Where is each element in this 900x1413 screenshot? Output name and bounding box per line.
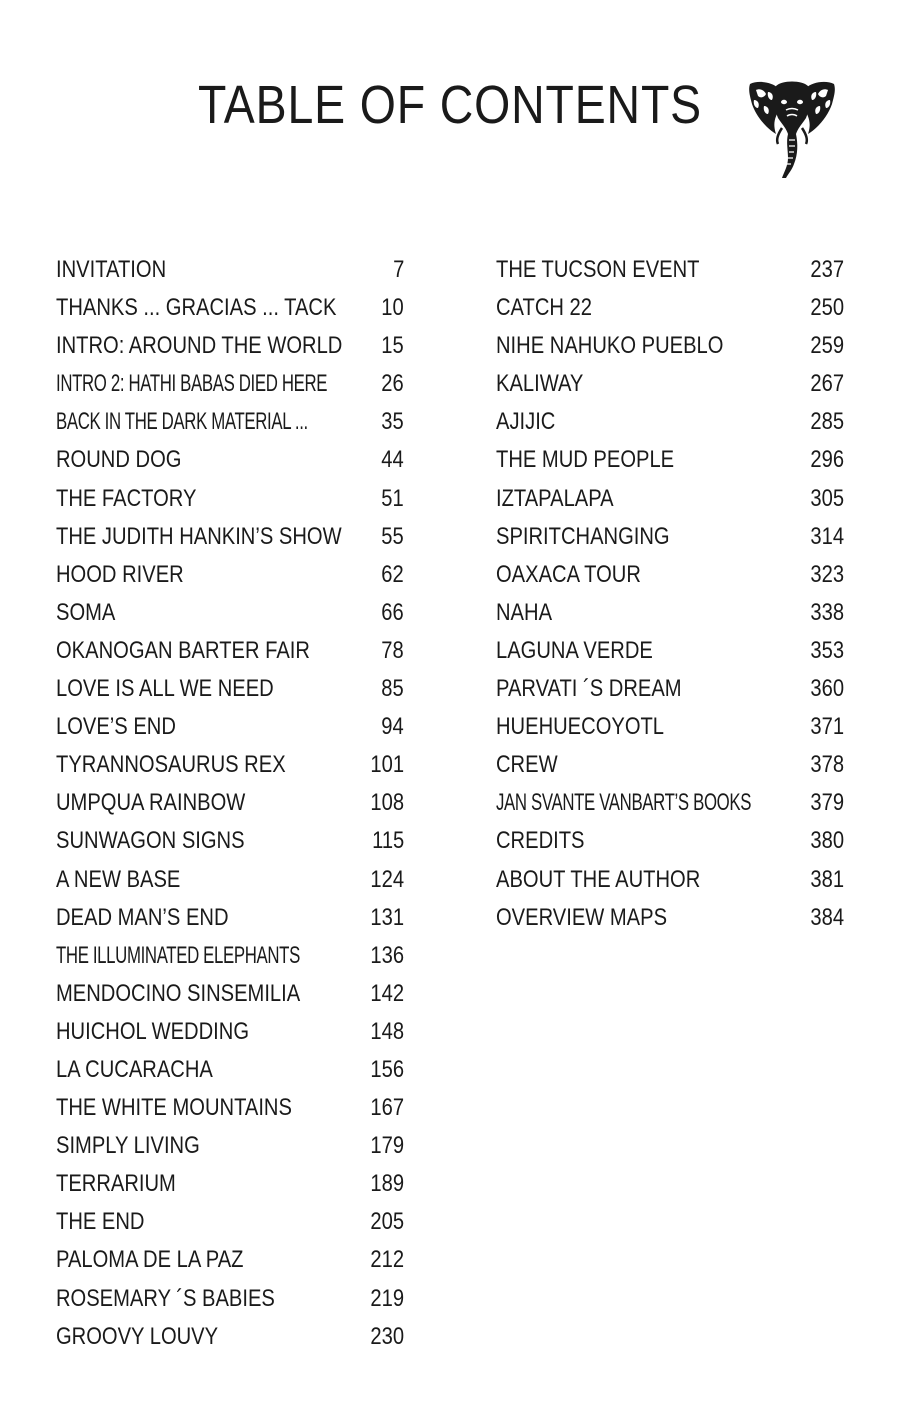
toc-entry-title: GROOVY LOUVY	[56, 1322, 219, 1350]
toc-entry-page-number: 131	[370, 903, 404, 931]
toc-entry	[496, 251, 844, 289]
toc-entry	[56, 556, 404, 594]
toc-entry	[56, 327, 404, 365]
toc-entry-page-number: 124	[370, 865, 404, 893]
toc-entry-page-number: 15	[381, 332, 404, 360]
toc-entry-page-number: 78	[381, 636, 404, 664]
toc-entry	[56, 784, 404, 822]
toc-entry	[496, 518, 844, 556]
toc-entry-page-number: 167	[370, 1094, 404, 1122]
toc-entry-page-number: 136	[370, 941, 404, 969]
toc-entry-page-number: 115	[371, 827, 404, 855]
toc-entry	[56, 594, 404, 632]
toc-entry-page-number: 101	[370, 751, 404, 779]
toc-entry-page-number: 212	[370, 1246, 404, 1274]
toc-entry	[56, 670, 404, 708]
toc-entry-title: ROUND DOG	[56, 446, 182, 474]
toc-entry-page-number: 305	[810, 484, 844, 512]
toc-entry-page-number: 381	[810, 865, 844, 893]
toc-entry-page-number: 230	[370, 1322, 404, 1350]
toc-entry-title: SUNWAGON SIGNS	[56, 827, 245, 855]
toc-entry-page-number: 55	[381, 522, 404, 550]
toc-entry	[496, 403, 844, 441]
toc-entry-title: OKANOGAN BARTER FAIR	[56, 636, 310, 664]
toc-right-column	[496, 251, 844, 937]
toc-entry-title: LOVE IS ALL WE NEED	[56, 675, 274, 703]
toc-entry	[496, 746, 844, 784]
toc-entry-page-number: 267	[810, 370, 844, 398]
toc-entry-page-number: 285	[810, 408, 844, 436]
toc-entry-page-number: 237	[810, 256, 844, 283]
toc-entry	[56, 937, 404, 975]
toc-entry	[56, 1203, 404, 1241]
toc-entry-title: SPIRITCHANGING	[496, 522, 670, 550]
toc-entry-page-number: 378	[810, 751, 844, 779]
toc-entry	[56, 1051, 404, 1089]
toc-entry	[496, 899, 844, 937]
toc-entry-page-number: 51	[381, 484, 404, 512]
toc-entry	[496, 441, 844, 479]
toc-entry	[496, 365, 844, 403]
toc-entry	[56, 861, 404, 899]
toc-entry	[496, 822, 844, 860]
toc-entry	[56, 518, 404, 556]
toc-entry-page-number: 26	[381, 370, 404, 398]
toc-entry	[56, 1013, 404, 1051]
toc-entry-page-number: 142	[370, 979, 404, 1007]
toc-entry-page-number: 323	[810, 560, 844, 588]
toc-entry-title: HUICHOL WEDDING	[56, 1017, 250, 1045]
toc-entry-title: THE JUDITH HANKIN’S SHOW	[56, 522, 342, 550]
toc-entry	[496, 670, 844, 708]
toc-entry	[496, 632, 844, 670]
toc-entry-page-number: 156	[370, 1055, 404, 1083]
toc-entry	[56, 1318, 404, 1356]
toc-entry-title: SIMPLY LIVING	[56, 1132, 200, 1160]
page-title: TABLE OF CONTENTS	[197, 75, 703, 135]
toc-entry-title: THE MUD PEOPLE	[496, 446, 675, 474]
toc-entry-page-number: 148	[370, 1017, 404, 1045]
toc-entry-title: THE TUCSON EVENT	[496, 256, 700, 283]
toc-entry	[496, 289, 844, 327]
toc-entry	[496, 784, 844, 822]
toc-entry-page-number: 7	[392, 256, 404, 283]
toc-entry	[496, 327, 844, 365]
toc-entry	[56, 441, 404, 479]
toc-entry-title: THE ILLUMINATED ELEPHANTS	[56, 941, 300, 969]
toc-entry	[56, 1165, 404, 1203]
toc-entry-title: LAGUNA VERDE	[496, 636, 653, 664]
toc-entry	[56, 822, 404, 860]
toc-entry-page-number: 108	[370, 789, 404, 817]
toc-entry	[56, 1127, 404, 1165]
toc-entry-title: NIHE NAHUKO PUEBLO	[496, 332, 724, 360]
toc-entry	[56, 1280, 404, 1318]
toc-entry-title: THE FACTORY	[56, 484, 197, 512]
toc-entry-title: KALIWAY	[496, 370, 584, 398]
toc-entry-page-number: 179	[370, 1132, 404, 1160]
toc-entry-page-number: 10	[381, 294, 404, 322]
toc-entry-title: OAXACA TOUR	[496, 560, 641, 588]
toc-entry-page-number: 371	[810, 713, 844, 741]
toc-entry	[56, 975, 404, 1013]
toc-entry	[56, 632, 404, 670]
toc-entry-page-number: 380	[810, 827, 844, 855]
toc-entry-title: IZTAPALAPA	[496, 484, 614, 512]
toc-entry-title: BACK IN THE DARK MATERIAL ...	[56, 408, 308, 436]
toc-entry-title: INTRO 2: HATHI BABAS DIED HERE	[56, 370, 328, 398]
toc-entry-page-number: 384	[810, 903, 844, 931]
toc-entry-title: JAN SVANTE VANBART’S BOOKS	[496, 789, 752, 817]
toc-entry-title: CREDITS	[496, 827, 585, 855]
toc-entry-page-number: 189	[370, 1170, 404, 1198]
toc-entry-title: INTRO: AROUND THE WORLD	[56, 332, 343, 360]
toc-entry-title: CATCH 22	[496, 294, 592, 322]
toc-left-column	[56, 251, 404, 1356]
toc-entry-page-number: 353	[810, 636, 844, 664]
toc-entry	[56, 708, 404, 746]
toc-entry	[56, 289, 404, 327]
toc-entry-page-number: 62	[381, 560, 404, 588]
toc-entry-title: SOMA	[56, 598, 116, 626]
toc-entry	[496, 480, 844, 518]
toc-entry	[496, 708, 844, 746]
toc-entry-page-number: 360	[810, 675, 844, 703]
toc-entry-title: THE END	[56, 1208, 145, 1236]
toc-entry	[56, 1089, 404, 1127]
toc-entry-page-number: 66	[381, 598, 404, 626]
toc-entry-title: OVERVIEW MAPS	[496, 903, 668, 931]
toc-entry-page-number: 94	[381, 713, 404, 741]
toc-entry	[56, 480, 404, 518]
toc-entry-title: THE WHITE MOUNTAINS	[56, 1094, 292, 1122]
toc-entry-title: AJIJIC	[496, 408, 556, 436]
toc-entry-page-number: 205	[370, 1208, 404, 1236]
toc-entry-title: LA CUCARACHA	[56, 1055, 213, 1083]
toc-entry-title: DEAD MAN’S END	[56, 903, 229, 931]
toc-entry-title: PARVATI ´S DREAM	[496, 675, 682, 703]
toc-entry-title: TERRARIUM	[56, 1170, 176, 1198]
toc-entry-title: INVITATION	[56, 256, 167, 283]
toc-entry-title: LOVE’S END	[56, 713, 176, 741]
toc-entry	[56, 1241, 404, 1279]
toc-entry-title: CREW	[496, 751, 558, 779]
toc-entry-title: UMPQUA RAINBOW	[56, 789, 246, 817]
toc-entry-title: A NEW BASE	[56, 865, 181, 893]
toc-entry-title: MENDOCINO SINSEMILIA	[56, 979, 301, 1007]
toc-entry-title: HUEHUECOYOTL	[496, 713, 665, 741]
toc-entry	[56, 365, 404, 403]
toc-entry-page-number: 35	[381, 408, 404, 436]
toc-entry-title: THANKS ... GRACIAS ... TACK	[56, 294, 337, 322]
toc-entry	[56, 251, 404, 289]
toc-entry-page-number: 219	[370, 1284, 404, 1312]
toc-entry-page-number: 314	[810, 522, 844, 550]
toc-entry-page-number: 259	[810, 332, 844, 360]
toc-entry-title: ABOUT THE AUTHOR	[496, 865, 701, 893]
toc-entry-title: HOOD RIVER	[56, 560, 184, 588]
toc-entry	[56, 403, 404, 441]
elephant-head-icon	[746, 78, 838, 184]
toc-entry-page-number: 338	[810, 598, 844, 626]
toc-entry	[56, 746, 404, 784]
toc-entry	[496, 594, 844, 632]
toc-entry-page-number: 44	[381, 446, 404, 474]
toc-entry-title: NAHA	[496, 598, 553, 626]
toc-entry	[56, 899, 404, 937]
toc-entry-page-number: 250	[810, 294, 844, 322]
toc-entry-page-number: 296	[810, 446, 844, 474]
toc-entry-title: PALOMA DE LA PAZ	[56, 1246, 244, 1274]
toc-entry-title: TYRANNOSAURUS REX	[56, 751, 286, 779]
toc-entry	[496, 861, 844, 899]
toc-entry-title: ROSEMARY ´S BABIES	[56, 1284, 275, 1312]
toc-entry	[496, 556, 844, 594]
toc-entry-page-number: 379	[810, 789, 844, 817]
toc-entry-page-number: 85	[381, 675, 404, 703]
